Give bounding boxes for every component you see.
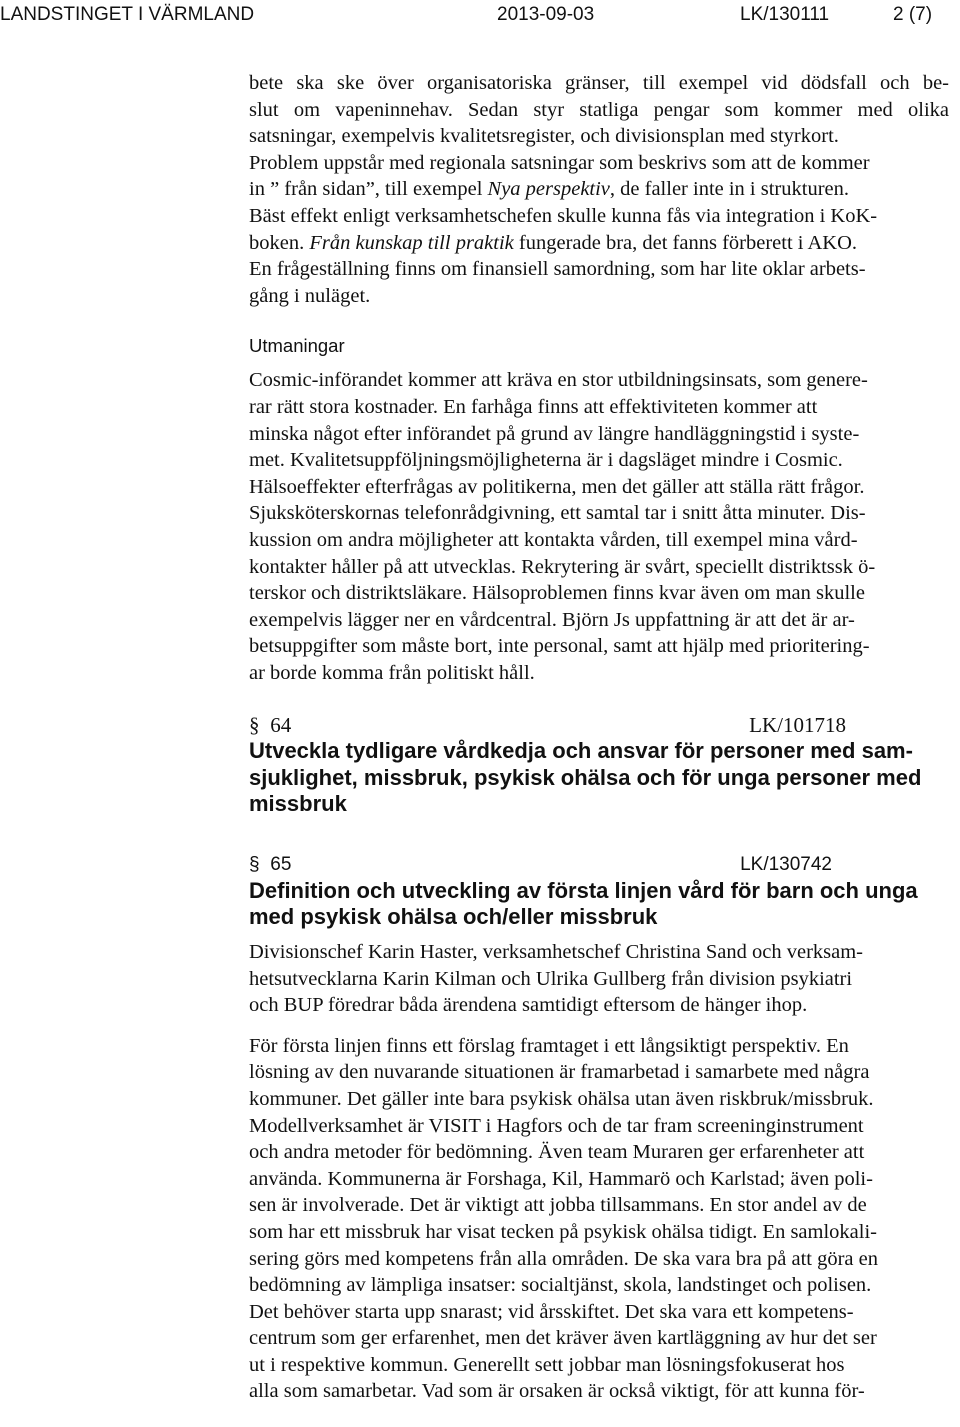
text-line: kommuner. Det gäller inte bara psykisk ohälsa utan även riskbruk/missbruk.: [249, 1087, 874, 1110]
text-line: som har ett missbruk har visat tecken på psykisk ohälsa tidigt. En samlokali-: [249, 1220, 877, 1243]
text-line: rar rätt stora kostnader. En farhåga finns att effektiviteten kommer att: [249, 395, 818, 418]
text-line: använda. Kommunerna är Forshaga, Kil, Hammarö och Karlstad; även poli-: [249, 1167, 873, 1190]
text-line: minska något efter införandet på grund av längre handläggningstid i syste-: [249, 422, 860, 445]
text-line: centrum som ger erfarenhet, men det kräver även kartläggning av hur det ser: [249, 1327, 877, 1350]
item-65-number-row: [249, 852, 832, 878]
text-line: [249, 230, 949, 257]
text-run: fungerade bra, det fanns förberett i AKO.: [513, 231, 858, 254]
text-line: gång i nuläget.: [249, 284, 371, 307]
item-number: 64: [270, 713, 292, 738]
text-line: Bäst effekt enligt verksamhetschefen skulle kunna fås via integration i KoK-: [249, 204, 878, 227]
text-line: slut om vapeninnehav. Sedan styr statliga pengar som kommer med olika: [249, 98, 949, 121]
text-run: in ” från sidan”, till exempel: [249, 178, 488, 201]
text-run: boken.: [249, 231, 310, 254]
page-header: [0, 4, 960, 28]
text-line: sen är involverade. Det är viktigt att jobba tillsammans. En stor andel av de: [249, 1194, 867, 1217]
text-line: ut i respektive kommun. Generellt sett jobbar man lösningsfokuserat hos: [249, 1353, 845, 1376]
text-line: sering görs med kompetens från alla områden. De ska vara bra på att göra en: [249, 1247, 878, 1270]
header-reference: LK/130111: [740, 4, 830, 25]
text-line: satsningar, exempelvis kvalitetsregister, och divisionsplan med styrkort.: [249, 125, 839, 148]
text-line: bedömning av lämpliga insatser: socialtjänst, skola, landstinget och polisen.: [249, 1274, 872, 1297]
title-line: sjuklighet, missbruk, psykisk ohälsa och för unga personer med: [249, 764, 922, 790]
text-line: ar borde komma från politiskt håll.: [249, 661, 535, 684]
text-line: Hälsoeffekter efterfrågas av politikerna, men det gäller att ställa rätt frågor.: [249, 475, 865, 498]
text-line: Det behöver starta upp snarast; vid årsskiftet. Det ska vara ett kompetens-: [249, 1300, 854, 1323]
text-run: , de faller inte in i strukturen.: [609, 178, 849, 201]
text-line: och BUP föredrar båda ärendena samtidigt eftersom de hänger ihop.: [249, 994, 808, 1017]
title-line: missbruk: [249, 791, 347, 817]
header-date: 2013-09-03: [497, 4, 595, 25]
item-64-number-row: [249, 712, 846, 738]
text-line: bete ska ske över organisatoriska gränser, till exempel vid dödsfall och be-: [249, 72, 949, 94]
header-organization: LANDSTINGET I VÄRMLAND: [0, 4, 255, 25]
challenges-paragraph: [249, 367, 949, 686]
item-reference: LK/130742: [740, 853, 832, 875]
text-line: kussion om andra möjligheter att kontakta vården, till exempel mina vård-: [249, 528, 858, 551]
item-65-title: [249, 878, 949, 931]
text-line: [249, 176, 949, 203]
intro-paragraph: [249, 70, 949, 309]
section-symbol: §: [249, 853, 260, 875]
item-65-paragraph-1: [249, 939, 949, 1019]
text-line: Divisionschef Karin Haster, verksamhetschef Christina Sand och verksam-: [249, 940, 864, 963]
item-reference: LK/101718: [749, 713, 846, 738]
text-line: kontakter håller på att utvecklas. Rekrytering är svårt, speciellt distriktssk ö-: [249, 555, 876, 578]
text-line: exempelvis lägger ner en vårdcentral. Björn Js uppfattning är att det är ar-: [249, 608, 855, 631]
italic-run: Nya perspektiv: [487, 178, 610, 201]
item-65-paragraph-2: [249, 1033, 949, 1405]
title-line: Utveckla tydligare vårdkedja och ansvar för personer med sam-: [249, 738, 913, 764]
section-symbol: §: [249, 713, 260, 738]
title-line: med psykisk ohälsa och/eller missbruk: [249, 904, 658, 930]
title-line: Definition och utveckling av första linjen vård för barn och unga: [249, 877, 918, 903]
text-line: betsuppgifter som måste bort, inte personal, samt att hjälp med prioritering-: [249, 635, 870, 658]
text-line: lösning av den nuvarande situationen är framarbetad i samarbete med några: [249, 1061, 870, 1084]
item-number: 65: [270, 853, 292, 875]
text-line: Sjuksköterskornas telefonrådgivning, ett samtal tar i snitt åtta minuter. Dis-: [249, 502, 866, 525]
text-line: Modellverksamhet är VISIT i Hagfors och de tar fram screeninginstrument: [249, 1114, 864, 1137]
text-line: En frågeställning finns om finansiell samordning, som har lite oklar arbets-: [249, 258, 866, 281]
challenges-heading: Utmaningar: [249, 335, 345, 357]
text-line: met. Kvalitetsuppföljningsmöjligheterna är i dagsläget mindre i Cosmic.: [249, 449, 843, 472]
text-line: och andra metoder för bedömning. Även team Muraren ger erfarenheter att: [249, 1141, 865, 1164]
text-line: För första linjen finns ett förslag framtaget i ett långsiktigt perspektiv. En: [249, 1034, 849, 1057]
text-line: hetsutvecklarna Karin Kilman och Ulrika Gullberg från division psykiatri: [249, 967, 853, 990]
text-line: Problem uppstår med regionala satsningar som beskrivs som att de kommer: [249, 151, 870, 174]
text-line: alla som samarbetar. Vad som är orsaken är också viktigt, för att kunna för-: [249, 1380, 865, 1403]
header-page-number: 2 (7): [893, 4, 933, 25]
italic-run: Från kunskap till praktik: [309, 231, 514, 254]
text-line: terskor och distriktsläkare. Hälsoproblemen finns kvar även om man skulle: [249, 582, 865, 605]
document-body: [249, 70, 949, 1405]
item-64-title: [249, 738, 949, 818]
text-line: Cosmic-införandet kommer att kräva en stor utbildningsinsats, som genere-: [249, 369, 868, 392]
